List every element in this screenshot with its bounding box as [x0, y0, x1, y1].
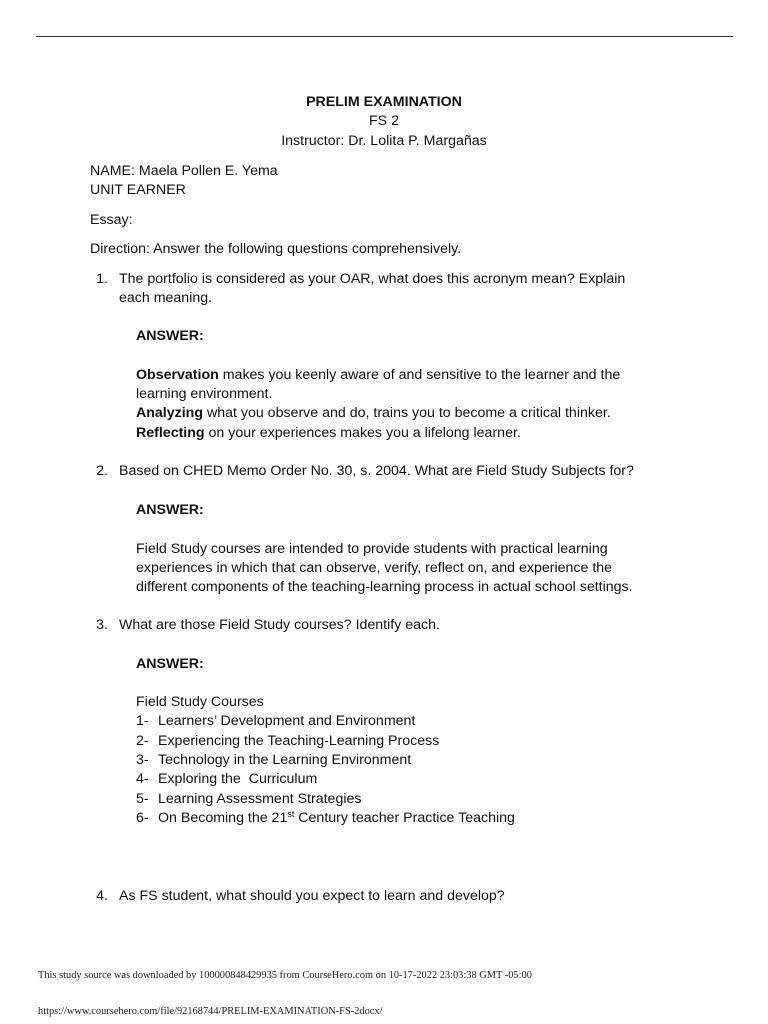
source-url[interactable]: https://www.coursehero.com/file/92168744/PRELIM-EXAMINATION-FS-2docx/: [38, 1006, 383, 1017]
question-number: 1.: [96, 271, 108, 287]
course-number: 2-: [136, 733, 149, 749]
download-notice: This study source was downloaded by 100000848429935 from CourseHero.com on 10-17-2022 23:03:38 GMT -05:00: [38, 970, 532, 981]
subject-code: FS 2: [369, 113, 399, 129]
course-number: 6-: [136, 810, 149, 826]
question-text: As FS student, what should you expect to learn and develop?: [119, 888, 505, 904]
course-title: Learners’ Development and Environment: [158, 713, 416, 729]
question-text: each meaning.: [119, 290, 213, 306]
answer-text: learning environment.: [136, 386, 273, 402]
term-analyzing: Analyzing: [136, 405, 204, 421]
course-number: 5-: [136, 791, 149, 807]
answer-label: ANSWER:: [136, 328, 204, 344]
course-number: 4-: [136, 771, 149, 787]
term-observation: Observation: [136, 367, 219, 383]
answer-label: ANSWER:: [136, 502, 204, 518]
answer-text: Field Study courses are intended to provide students with practical learning: [136, 541, 608, 557]
course-title: Technology in the Learning Environment: [158, 752, 412, 768]
course-number: 3-: [136, 752, 149, 768]
question-text: The portfolio is considered as your OAR, what does this acronym mean? Explain: [119, 271, 626, 287]
top-rule: [36, 36, 733, 37]
course-title-part: On Becoming the 21: [158, 810, 288, 826]
instructor-name: Instructor: Dr. Lolita P. Margañas: [281, 133, 487, 149]
answer-text: on your experiences makes you a lifelong learner.: [204, 425, 521, 441]
courses-heading: Field Study Courses: [136, 694, 264, 710]
answer-text: makes you keenly aware of and sensitive to the learner and the: [218, 367, 621, 383]
question-number: 2.: [96, 463, 108, 479]
direction-text: Direction: Answer the following questions comprehensively.: [90, 241, 462, 257]
question-number: 4.: [96, 888, 108, 904]
course-title: Experiencing the Teaching-Learning Process: [158, 733, 440, 749]
course-number: 1-: [136, 713, 149, 729]
course-title: Learning Assessment Strategies: [158, 791, 362, 807]
answer-text: different components of the teaching-learning process in actual school settings.: [136, 579, 633, 595]
question-text: Based on CHED Memo Order No. 30, s. 2004. What are Field Study Subjects for?: [119, 463, 634, 479]
course-title-part: Century teacher Practice Teaching: [294, 810, 515, 826]
section-type: Essay:: [90, 212, 133, 228]
answer-label: ANSWER:: [136, 656, 204, 672]
answer-line: [136, 425, 521, 441]
answer-line: [136, 367, 620, 383]
ordinal-suffix: st: [287, 809, 295, 819]
answer-text: experiences in which that can observe, verify, reflect on, and experience the: [136, 560, 613, 576]
exam-title: PRELIM EXAMINATION: [306, 94, 462, 110]
question-number: 3.: [96, 617, 108, 633]
course-title: [158, 810, 515, 826]
course-title: Exploring the Curriculum: [158, 771, 318, 787]
answer-text: what you observe and do, trains you to become a critical thinker.: [203, 405, 611, 421]
student-status: UNIT EARNER: [90, 182, 186, 198]
answer-line: [136, 405, 611, 421]
student-name: NAME: Maela Pollen E. Yema: [90, 163, 278, 179]
term-reflecting: Reflecting: [136, 425, 205, 441]
question-text: What are those Field Study courses? Identify each.: [119, 617, 440, 633]
